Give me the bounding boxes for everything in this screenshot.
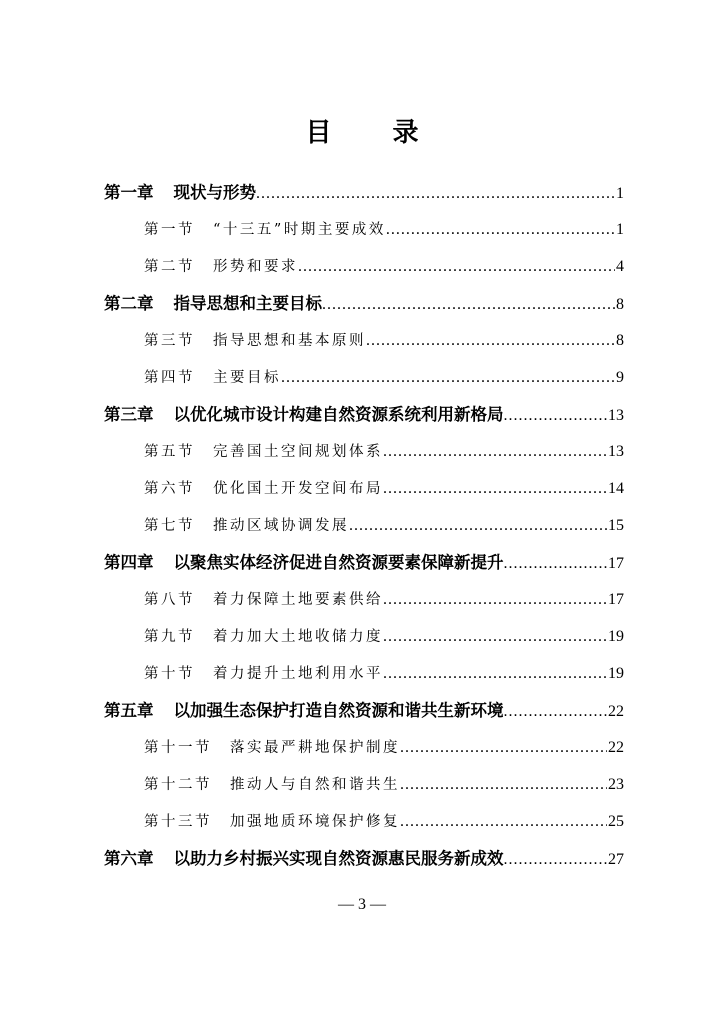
toc-entry-number: 第六章 <box>104 849 154 868</box>
toc-entry-number: 第七节 <box>144 518 195 534</box>
toc-leader-dots <box>349 507 607 544</box>
toc-entry-label <box>144 249 298 286</box>
toc-entry-text: 着力提升土地利用水平 <box>213 666 383 682</box>
toc-entry-text: 指导思想和主要目标 <box>173 294 322 313</box>
toc-chapter-entry[interactable] <box>104 285 624 322</box>
toc-entry-page: 8 <box>616 296 624 313</box>
toc-entry-number: 第一章 <box>104 183 154 202</box>
toc-entry-page: 25 <box>608 813 624 830</box>
toc-entry-number: 第二章 <box>104 294 154 313</box>
toc-entry-page: 22 <box>608 703 624 720</box>
toc-entry-page: 1 <box>616 221 624 238</box>
toc-entry-page: 15 <box>608 517 624 534</box>
toc-leader-dots <box>256 175 615 212</box>
toc-leader-dots <box>386 211 615 248</box>
toc-entry-text: 加强地质环境保护修复 <box>230 814 400 830</box>
toc-leader-dots <box>383 470 607 507</box>
toc-section-entry[interactable] <box>104 655 624 692</box>
toc-entry-number: 第三章 <box>104 405 154 424</box>
toc-entry-text: 以助力乡村振兴实现自然资源惠民服务新成效 <box>173 849 504 868</box>
page-number: — 3 — <box>338 896 386 913</box>
toc-entry-number: 第一节 <box>144 222 195 238</box>
toc-leader-dots <box>504 841 608 878</box>
toc-entry-number: 第八节 <box>144 592 195 608</box>
toc-entry-number: 第十三节 <box>144 814 212 830</box>
toc-entry-label <box>104 840 504 877</box>
toc-section-entry[interactable] <box>104 803 624 840</box>
toc-entry-label <box>144 730 400 767</box>
toc-entry-text: 指导思想和基本原则 <box>213 333 366 349</box>
toc-entry-page: 23 <box>608 776 624 793</box>
toc-entry-text: 落实最严耕地保护制度 <box>230 740 400 756</box>
toc-leader-dots <box>298 248 615 285</box>
toc-chapter-entry[interactable] <box>104 692 624 729</box>
toc-entry-text: 推动人与自然和谐共生 <box>230 777 400 793</box>
toc-entry-page: 17 <box>608 591 624 608</box>
toc-section-entry[interactable] <box>104 729 624 766</box>
toc-entry-label <box>144 360 281 397</box>
toc-section-entry[interactable] <box>104 211 624 248</box>
toc-entry-number: 第十节 <box>144 666 195 682</box>
toc-chapter-entry[interactable] <box>104 840 624 877</box>
toc-leader-dots <box>504 693 608 730</box>
toc-leader-dots <box>383 581 607 618</box>
toc-entry-text: 形势和要求 <box>213 259 298 275</box>
toc-entry-label <box>144 434 383 471</box>
toc-leader-dots <box>383 655 607 692</box>
toc-entry-number: 第四节 <box>144 370 195 386</box>
toc-entry-text: “十三五”时期主要成效 <box>213 222 386 238</box>
toc-entry-label <box>144 323 366 360</box>
toc-entry-label <box>104 692 504 729</box>
toc-entry-page: 27 <box>608 851 624 868</box>
toc-chapter-entry[interactable] <box>104 396 624 433</box>
toc-entry-text: 推动区域协调发展 <box>213 518 349 534</box>
toc-entry-page: 1 <box>616 185 624 202</box>
toc-leader-dots <box>504 397 608 434</box>
toc-entry-page: 14 <box>608 480 624 497</box>
toc-leader-dots <box>504 545 608 582</box>
toc-entry-number: 第六节 <box>144 481 195 497</box>
toc-entry-page: 22 <box>608 739 624 756</box>
toc-entry-label <box>144 767 400 804</box>
toc-section-entry[interactable] <box>104 248 624 285</box>
toc-entry-number: 第十一节 <box>144 740 212 756</box>
table-of-contents <box>104 174 624 877</box>
toc-entry-label <box>104 544 504 581</box>
toc-entry-label <box>144 582 383 619</box>
toc-entry-page: 8 <box>616 332 624 349</box>
toc-chapter-entry[interactable] <box>104 174 624 211</box>
toc-leader-dots <box>383 433 607 470</box>
toc-section-entry[interactable] <box>104 766 624 803</box>
toc-entry-page: 13 <box>608 407 624 424</box>
toc-section-entry[interactable] <box>104 581 624 618</box>
toc-entry-page: 17 <box>608 555 624 572</box>
toc-entry-number: 第二节 <box>144 259 195 275</box>
toc-entry-text: 着力加大土地收储力度 <box>213 629 383 645</box>
toc-entry-label <box>104 285 322 322</box>
toc-entry-label <box>144 212 386 249</box>
toc-entry-text: 优化国土开发空间布局 <box>213 481 383 497</box>
toc-entry-text: 以优化城市设计构建自然资源系统利用新格局 <box>173 405 504 424</box>
toc-entry-label <box>104 174 256 211</box>
toc-leader-dots <box>322 286 615 323</box>
toc-leader-dots <box>400 729 607 766</box>
toc-entry-label <box>144 656 383 693</box>
toc-section-entry[interactable] <box>104 322 624 359</box>
toc-entry-number: 第四章 <box>104 553 154 572</box>
toc-title: 目 录 <box>305 118 445 148</box>
toc-entry-number: 第五节 <box>144 444 195 460</box>
toc-entry-text: 主要目标 <box>213 370 281 386</box>
toc-section-entry[interactable] <box>104 507 624 544</box>
toc-entry-number: 第十二节 <box>144 777 212 793</box>
toc-entry-text: 现状与形势 <box>173 183 256 202</box>
toc-leader-dots <box>281 359 615 396</box>
toc-entry-text: 着力保障土地要素供给 <box>213 592 383 608</box>
toc-entry-label <box>144 471 383 508</box>
toc-leader-dots <box>383 618 607 655</box>
toc-entry-number: 第九节 <box>144 629 195 645</box>
toc-entry-label <box>144 508 349 545</box>
toc-section-entry[interactable] <box>104 618 624 655</box>
toc-entry-page: 9 <box>616 369 624 386</box>
toc-entry-text: 以加强生态保护打造自然资源和谐共生新环境 <box>173 701 504 720</box>
toc-section-entry[interactable] <box>104 359 624 396</box>
toc-entry-page: 13 <box>608 443 624 460</box>
toc-leader-dots <box>366 322 615 359</box>
toc-entry-number: 第五章 <box>104 701 154 720</box>
toc-entry-number: 第三节 <box>144 333 195 349</box>
toc-entry-text: 以聚焦实体经济促进自然资源要素保障新提升 <box>173 553 504 572</box>
toc-entry-page: 19 <box>608 665 624 682</box>
toc-entry-label <box>104 396 504 433</box>
toc-leader-dots <box>400 803 607 840</box>
toc-entry-text: 完善国土空间规划体系 <box>213 444 383 460</box>
toc-entry-label <box>144 804 400 841</box>
toc-leader-dots <box>400 766 607 803</box>
toc-section-entry[interactable] <box>104 470 624 507</box>
toc-entry-page: 4 <box>616 258 624 275</box>
toc-entry-page: 19 <box>608 628 624 645</box>
toc-section-entry[interactable] <box>104 433 624 470</box>
toc-entry-label <box>144 619 383 656</box>
toc-chapter-entry[interactable] <box>104 544 624 581</box>
